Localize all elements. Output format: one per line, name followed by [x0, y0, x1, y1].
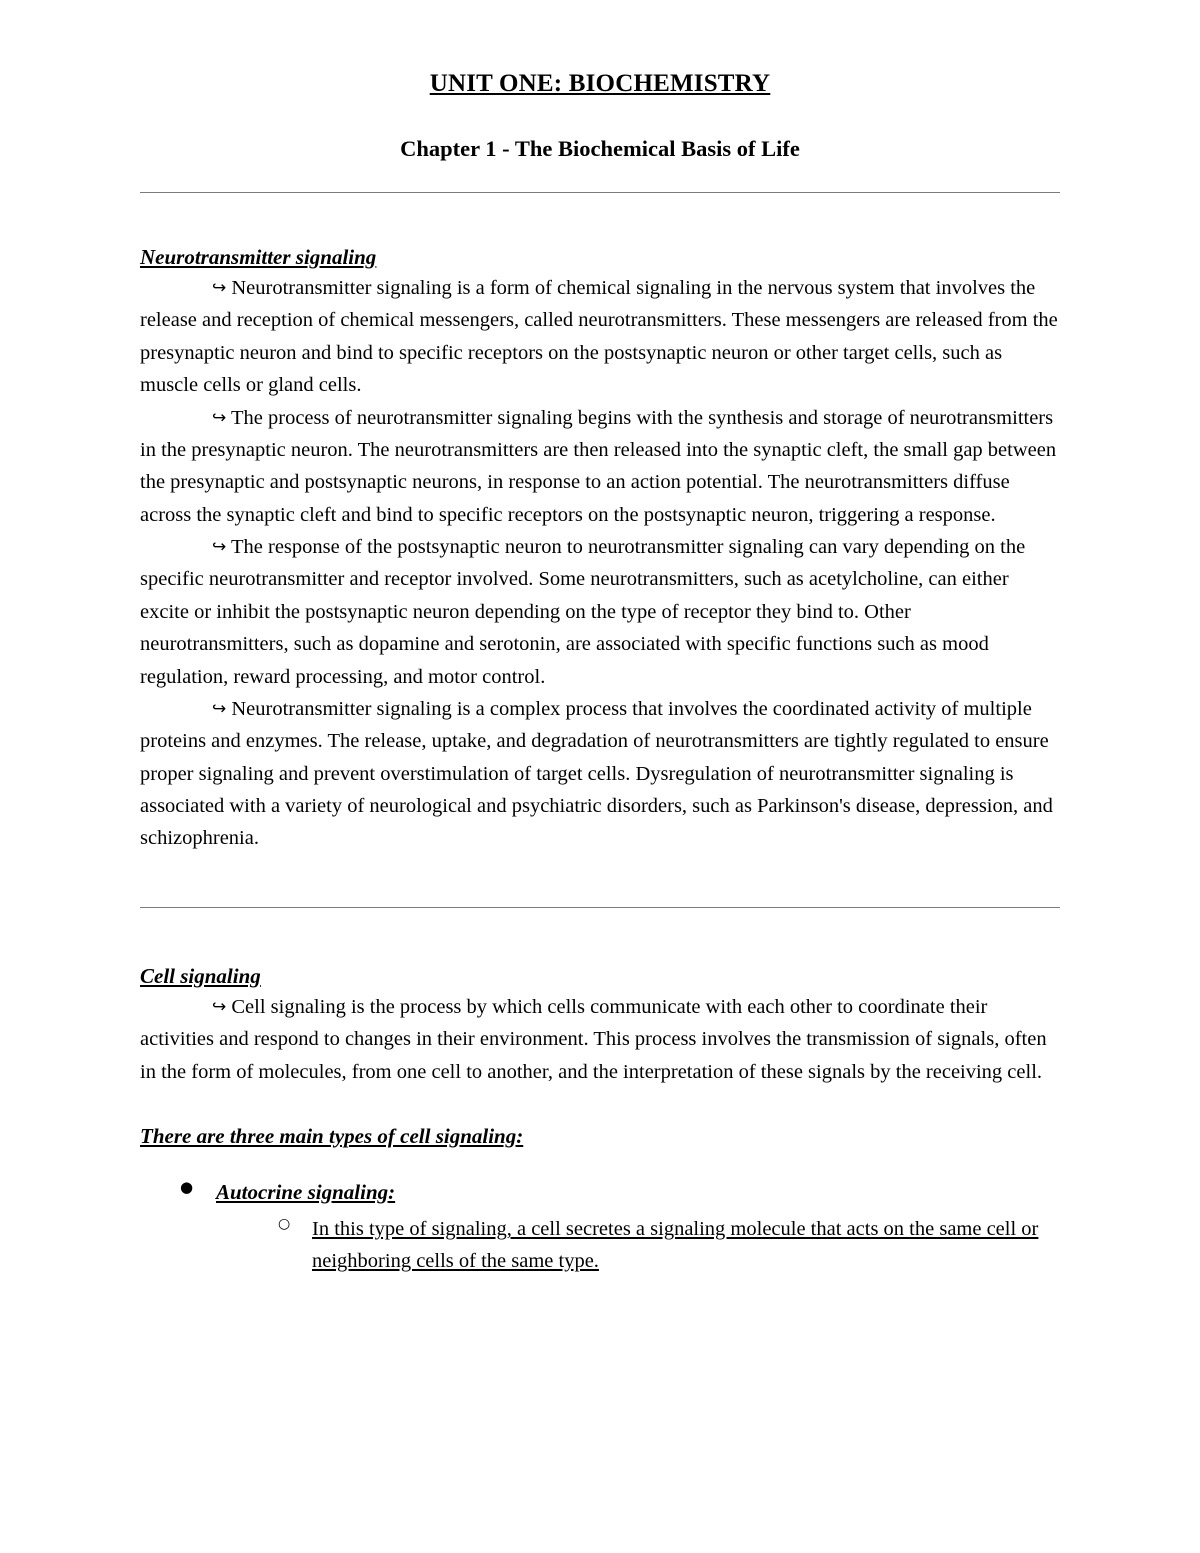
horizontal-divider-middle	[140, 907, 1060, 908]
list-item-label: Autocrine signaling:	[216, 1179, 396, 1204]
hook-arrow-icon: ↪	[212, 996, 227, 1017]
list-item-text: In this type of signaling, a cell secretes a signaling molecule that acts on the same cell or neighboring cells of the same type.	[312, 1218, 1039, 1273]
chapter-title: Chapter 1 - The Biochemical Basis of Life	[400, 136, 800, 161]
section-heading-cell-signaling: Cell signaling	[140, 963, 261, 988]
horizontal-divider-top	[140, 192, 1060, 193]
paragraph-text: Cell signaling is the process by which cells communicate with each other to coordinate their activities and respond to changes in their environment. This process involves the transmission of signals, often in the form of molecules, from one cell to another, and the interpretation of these signals by the receiving cell.	[140, 995, 1047, 1083]
paragraph	[140, 272, 1060, 402]
section-neurotransmitter-signaling	[140, 245, 1060, 855]
paragraph-text: Neurotransmitter signaling is a form of chemical signaling in the nervous system that involves the release and reception of chemical messengers, called neurotransmitters. These messengers are released from the presynaptic neuron and bind to specific receptors on the postsynaptic neuron or other target cells, such as muscle cells or gland cells.	[140, 277, 1058, 397]
hook-arrow-icon: ↪	[212, 278, 227, 298]
section-heading-neurotransmitter: Neurotransmitter signaling	[140, 245, 377, 269]
section-heading-cell-signaling-types: There are three main types of cell signaling:	[140, 1123, 524, 1148]
paragraph	[140, 402, 1060, 532]
paragraph-text: Neurotransmitter signaling is a complex process that involves the coordinated activity of multiple proteins and enzymes. The release, uptake, and degradation of neurotransmitters are tightly regulated to ensure proper signaling and prevent overstimulation of target cells. Dysregulation of neurotransmitter signaling is associated with a variety of neurological and psychiatric disorders, such as Parkinson's disease, depression, and schizophrenia.	[140, 697, 1053, 850]
list-item	[278, 1214, 1060, 1278]
list-item	[176, 1177, 1060, 1278]
paragraph-text: The process of neurotransmitter signaling begins with the synthesis and storage of neurotransmitters in the presynaptic neuron. The neurotransmitters are then released into the synaptic cleft, the small gap between the presynaptic and postsynaptic neurons, in response to an action potential. The neurotransmitters diffuse across the synaptic cleft and bind to specific receptors on the postsynaptic neuron, triggering a response.	[140, 406, 1057, 526]
section-cell-signaling	[140, 964, 1060, 1278]
hook-arrow-icon: ↪	[212, 537, 227, 557]
page-title: UNIT ONE: BIOCHEMISTRY	[429, 70, 771, 97]
paragraph	[140, 693, 1060, 855]
paragraph-text: The response of the postsynaptic neuron to neurotransmitter signaling can vary depending on the specific neurotransmitter and receptor involved. Some neurotransmitters, such as acetylcholine, can either excite or inhibit the postsynaptic neuron depending on the type of receptor they bind to. Other neurotransmitters, such as dopamine and serotonin, are associated with specific functions such as mood regulation, reward processing, and motor control.	[140, 536, 1026, 688]
hook-arrow-icon: ↪	[212, 698, 227, 719]
list-item-details	[216, 1214, 1060, 1278]
hook-arrow-icon: ↪	[212, 407, 227, 428]
paragraph	[140, 531, 1060, 693]
cell-signaling-types-list	[140, 1177, 1060, 1278]
paragraph	[140, 991, 1060, 1088]
